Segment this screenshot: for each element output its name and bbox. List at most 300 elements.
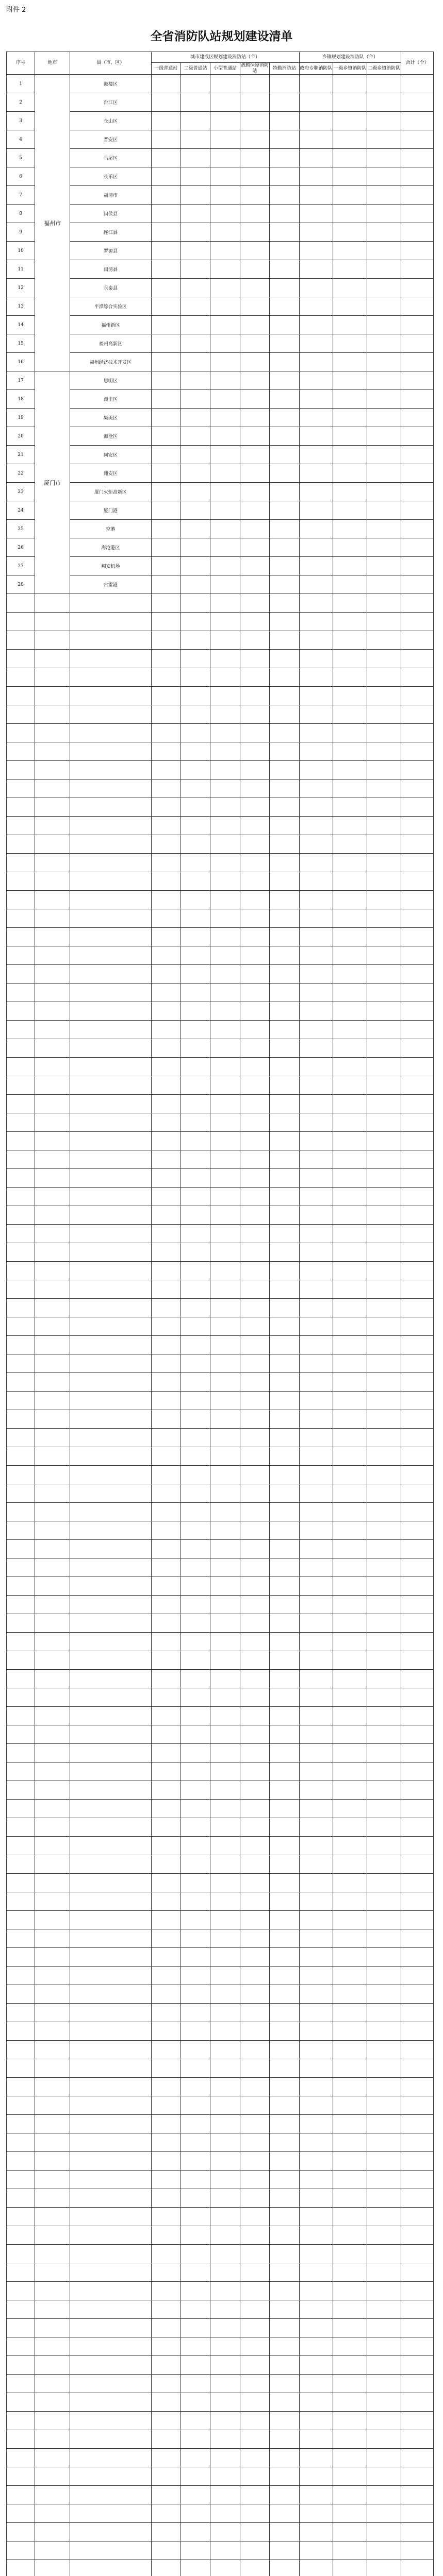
table-row: [7, 242, 434, 260]
row-value: [181, 2133, 210, 2152]
row-seq: [7, 705, 35, 724]
row-value: [299, 2430, 333, 2449]
row-seq: 8: [7, 205, 35, 223]
row-value: [240, 1651, 269, 1670]
row-value: [240, 316, 269, 334]
row-value: [333, 2096, 367, 2115]
row-value: [299, 2022, 333, 2041]
row-value: [401, 1725, 434, 1744]
row-seq: [7, 1410, 35, 1429]
row-value: [333, 1725, 367, 1744]
row-value: [270, 1039, 299, 1058]
row-value: [210, 149, 240, 167]
row-value: [401, 1373, 434, 1392]
row-city: [35, 1725, 70, 1744]
row-value: [240, 2226, 269, 2245]
row-value: [151, 2133, 181, 2152]
table-row: [7, 1577, 434, 1596]
row-value: [367, 835, 401, 854]
row-value: [210, 687, 240, 705]
row-value: [151, 2115, 181, 2133]
row-city: [35, 2041, 70, 2059]
row-city: [35, 650, 70, 668]
row-county: 闽清县: [70, 260, 151, 279]
row-city: [35, 1392, 70, 1410]
row-county: 闽侯县: [70, 205, 151, 223]
row-value: [240, 909, 269, 928]
table-row: [7, 742, 434, 761]
row-value: [367, 1577, 401, 1596]
row-value: [299, 1651, 333, 1670]
table-row: [7, 1707, 434, 1725]
row-value: [151, 260, 181, 279]
row-value: [181, 1466, 210, 1484]
row-value: [401, 1466, 434, 1484]
row-value: [151, 1874, 181, 1892]
row-value: [151, 1688, 181, 1707]
row-county: [70, 1336, 151, 1354]
row-value: [240, 1280, 269, 1299]
row-value: [151, 1484, 181, 1503]
row-value: [333, 1373, 367, 1392]
row-value: [333, 483, 367, 501]
row-seq: [7, 1633, 35, 1651]
row-value: [401, 631, 434, 650]
row-value: [367, 594, 401, 613]
table-row: [7, 186, 434, 205]
row-value: [210, 2504, 240, 2523]
row-value: [299, 1188, 333, 1206]
row-city: [35, 1985, 70, 2004]
row-value: [299, 798, 333, 817]
row-county: [70, 928, 151, 946]
table-row: [7, 2152, 434, 2171]
row-value: [210, 575, 240, 594]
row-value: [299, 705, 333, 724]
row-value: [270, 668, 299, 687]
row-value: [270, 1521, 299, 1540]
table-row: [7, 1150, 434, 1169]
row-value: [151, 2041, 181, 2059]
table-row: [7, 946, 434, 965]
row-value: [151, 1929, 181, 1948]
row-value: [333, 1688, 367, 1707]
row-value: [401, 1225, 434, 1243]
row-value: [210, 186, 240, 205]
row-value: [181, 538, 210, 557]
row-value: [333, 390, 367, 409]
row-county: [70, 2356, 151, 2375]
row-value: [181, 483, 210, 501]
row-city: [35, 2004, 70, 2022]
row-value: [270, 650, 299, 668]
row-county: [70, 1725, 151, 1744]
row-value: [333, 1596, 367, 1614]
row-value: [333, 575, 367, 594]
row-value: [151, 353, 181, 371]
row-value: [240, 1429, 269, 1447]
row-value: [240, 2171, 269, 2189]
row-value: [210, 2245, 240, 2263]
row-value: [367, 1874, 401, 1892]
row-value: [401, 779, 434, 798]
row-value: [367, 1021, 401, 1039]
row-value: [270, 446, 299, 464]
row-value: [151, 1577, 181, 1596]
row-value: [333, 2375, 367, 2393]
row-value: [299, 427, 333, 446]
row-city: [35, 1169, 70, 1188]
row-value: [367, 2078, 401, 2096]
row-value: [151, 2208, 181, 2226]
row-value: [240, 1188, 269, 1206]
row-city: [35, 1021, 70, 1039]
header-city: 地市: [35, 52, 70, 75]
row-value: [270, 984, 299, 1002]
row-seq: [7, 946, 35, 965]
row-city: [35, 2189, 70, 2208]
table-row: [7, 1262, 434, 1280]
table-row: [7, 149, 434, 167]
row-value: [240, 835, 269, 854]
row-county: [70, 2412, 151, 2430]
row-value: [401, 835, 434, 854]
row-city: [35, 2171, 70, 2189]
row-value: [333, 1800, 367, 1818]
row-value: [240, 1725, 269, 1744]
table-row: [7, 2486, 434, 2504]
row-value: [240, 2504, 269, 2523]
row-value: [151, 1466, 181, 1484]
row-value: [270, 1800, 299, 1818]
row-value: [333, 1243, 367, 1262]
row-value: [210, 1466, 240, 1484]
row-value: [270, 316, 299, 334]
row-value: [181, 2152, 210, 2171]
row-value: [210, 223, 240, 242]
row-seq: [7, 2041, 35, 2059]
row-city: [35, 668, 70, 687]
row-value: [240, 761, 269, 779]
row-city: [35, 1262, 70, 1280]
row-value: [151, 1429, 181, 1447]
row-value: [151, 854, 181, 872]
row-value: [151, 1076, 181, 1095]
row-value: [401, 1929, 434, 1948]
row-seq: [7, 650, 35, 668]
row-city: [35, 1132, 70, 1150]
row-seq: 6: [7, 167, 35, 186]
row-value: [367, 1150, 401, 1169]
row-seq: [7, 928, 35, 946]
row-value: [270, 2467, 299, 2486]
row-value: [151, 557, 181, 575]
row-city: [35, 1336, 70, 1354]
row-value: [333, 1188, 367, 1206]
row-seq: 2: [7, 93, 35, 112]
row-value: [151, 1225, 181, 1243]
row-city: [35, 1874, 70, 1892]
table-row: [7, 1892, 434, 1911]
row-value: [181, 2300, 210, 2319]
row-value: [210, 1188, 240, 1206]
row-value: [367, 1521, 401, 1540]
table-row: [7, 2560, 434, 2576]
row-seq: [7, 1150, 35, 1169]
row-value: [181, 2208, 210, 2226]
row-value: [210, 93, 240, 112]
row-value: [181, 2375, 210, 2393]
row-value: [299, 1169, 333, 1188]
row-value: [210, 1558, 240, 1577]
row-county: [70, 2504, 151, 2523]
row-value: [240, 409, 269, 427]
row-value: [333, 1818, 367, 1837]
row-value: [333, 1354, 367, 1373]
table-row: [7, 1614, 434, 1633]
row-city: [35, 1503, 70, 1521]
row-value: [181, 1985, 210, 2004]
row-seq: [7, 1354, 35, 1373]
row-value: [181, 1058, 210, 1076]
row-value: [333, 2560, 367, 2576]
row-value: [210, 705, 240, 724]
row-city: [35, 2022, 70, 2041]
row-value: [151, 427, 181, 446]
row-value: [367, 1744, 401, 1762]
row-city: [35, 1076, 70, 1095]
row-value: [270, 279, 299, 297]
table-row: [7, 2449, 434, 2467]
row-value: [181, 1837, 210, 1855]
row-value: [333, 93, 367, 112]
row-value: [401, 2560, 434, 2576]
table-row: [7, 1392, 434, 1410]
row-county: 厦门火炬高新区: [70, 483, 151, 501]
table-row: [7, 279, 434, 297]
row-value: [333, 779, 367, 798]
row-value: [333, 1466, 367, 1484]
row-county: [70, 1113, 151, 1132]
row-county: [70, 2282, 151, 2300]
row-value: [270, 1503, 299, 1521]
row-value: [210, 854, 240, 872]
row-value: [401, 872, 434, 891]
row-value: [181, 223, 210, 242]
row-value: [270, 557, 299, 575]
header-urban-col: 二级普通站: [181, 63, 210, 75]
row-value: [270, 1540, 299, 1558]
row-value: [181, 946, 210, 965]
row-county: [70, 2226, 151, 2245]
row-value: [240, 297, 269, 316]
row-value: [270, 2560, 299, 2576]
table-row: [7, 1095, 434, 1113]
row-value: [401, 1095, 434, 1113]
row-value: [210, 779, 240, 798]
row-value: [210, 205, 240, 223]
row-county: [70, 1429, 151, 1447]
row-value: [401, 2208, 434, 2226]
table-row: [7, 297, 434, 316]
row-city: [35, 984, 70, 1002]
row-value: [270, 186, 299, 205]
row-value: [151, 242, 181, 260]
row-seq: [7, 1892, 35, 1911]
row-value: [151, 1614, 181, 1633]
row-value: [333, 501, 367, 520]
row-value: [270, 1466, 299, 1484]
row-value: [401, 223, 434, 242]
row-county: [70, 2300, 151, 2319]
row-value: [181, 353, 210, 371]
row-seq: [7, 1521, 35, 1540]
row-city: [35, 965, 70, 984]
row-value: [367, 1707, 401, 1725]
row-value: [270, 817, 299, 835]
table-row: [7, 1651, 434, 1670]
row-value: [270, 1744, 299, 1762]
row-value: [240, 2560, 269, 2576]
row-value: [210, 891, 240, 909]
row-value: [240, 130, 269, 149]
row-seq: [7, 1373, 35, 1392]
row-value: [367, 575, 401, 594]
row-value: [181, 2171, 210, 2189]
row-value: [401, 1707, 434, 1725]
row-value: [151, 538, 181, 557]
row-value: [210, 1688, 240, 1707]
row-value: [401, 186, 434, 205]
row-value: [333, 928, 367, 946]
row-value: [151, 1818, 181, 1837]
row-value: [151, 2152, 181, 2171]
row-value: [210, 650, 240, 668]
row-value: [270, 2541, 299, 2560]
row-value: [240, 613, 269, 631]
row-value: [367, 334, 401, 353]
row-value: [151, 891, 181, 909]
row-city: [35, 2486, 70, 2504]
row-value: [240, 1688, 269, 1707]
row-county: [70, 2189, 151, 2208]
header-urban-col: 战勤保障消防站: [240, 63, 269, 74]
row-value: [270, 1818, 299, 1837]
row-value: [299, 1596, 333, 1614]
row-value: [181, 1392, 210, 1410]
row-value: [240, 965, 269, 984]
row-county: [70, 1521, 151, 1540]
row-value: [270, 2096, 299, 2115]
row-value: [270, 1262, 299, 1280]
table-row: [7, 1781, 434, 1800]
row-value: [181, 705, 210, 724]
row-value: [299, 817, 333, 835]
row-seq: [7, 2189, 35, 2208]
row-city: [35, 2449, 70, 2467]
row-value: [181, 909, 210, 928]
row-value: [210, 2208, 240, 2226]
row-value: [270, 2319, 299, 2337]
row-value: [401, 2541, 434, 2560]
row-value: [270, 1762, 299, 1781]
row-value: [151, 1410, 181, 1429]
row-value: [270, 1837, 299, 1855]
row-value: [270, 1577, 299, 1596]
row-value: [367, 779, 401, 798]
row-value: [151, 334, 181, 353]
table-row: [7, 409, 434, 427]
row-county: [70, 1577, 151, 1596]
row-value: [181, 1132, 210, 1150]
row-value: [181, 1447, 210, 1466]
row-city: [35, 1447, 70, 1466]
row-value: [210, 1429, 240, 1447]
row-value: [367, 724, 401, 742]
row-value: [210, 1837, 240, 1855]
row-seq: 18: [7, 390, 35, 409]
row-value: [240, 1948, 269, 1967]
row-value: [151, 2356, 181, 2375]
row-value: [181, 2486, 210, 2504]
row-value: [401, 613, 434, 631]
row-value: [333, 1076, 367, 1095]
row-value: [210, 1985, 240, 2004]
row-value: [367, 965, 401, 984]
row-seq: 1: [7, 75, 35, 93]
row-value: [151, 1354, 181, 1373]
row-value: [367, 1484, 401, 1503]
row-seq: [7, 1336, 35, 1354]
row-value: [299, 2078, 333, 2096]
table-row: [7, 1558, 434, 1577]
row-seq: [7, 2282, 35, 2300]
row-value: [181, 668, 210, 687]
row-value: [270, 1132, 299, 1150]
row-county: [70, 1781, 151, 1800]
row-value: [401, 742, 434, 761]
row-value: [333, 1429, 367, 1447]
row-value: [240, 817, 269, 835]
row-seq: [7, 2152, 35, 2171]
row-seq: [7, 1317, 35, 1336]
row-value: [333, 1577, 367, 1596]
row-value: [401, 1874, 434, 1892]
row-value: [333, 761, 367, 779]
row-seq: [7, 2245, 35, 2263]
row-value: [299, 1911, 333, 1929]
row-value: [333, 1948, 367, 1967]
row-value: [181, 316, 210, 334]
row-value: [210, 1670, 240, 1688]
row-value: [333, 2189, 367, 2208]
row-value: [240, 2449, 269, 2467]
row-value: [181, 1577, 210, 1596]
row-seq: [7, 687, 35, 705]
row-value: [401, 1596, 434, 1614]
row-value: [210, 2189, 240, 2208]
row-value: [240, 2245, 269, 2263]
row-value: [299, 334, 333, 353]
row-value: [151, 1707, 181, 1725]
row-value: [181, 1892, 210, 1911]
row-seq: 19: [7, 409, 35, 427]
row-value: [151, 520, 181, 538]
row-value: [240, 1800, 269, 1818]
row-value: [210, 260, 240, 279]
row-value: [299, 112, 333, 130]
row-value: [240, 946, 269, 965]
